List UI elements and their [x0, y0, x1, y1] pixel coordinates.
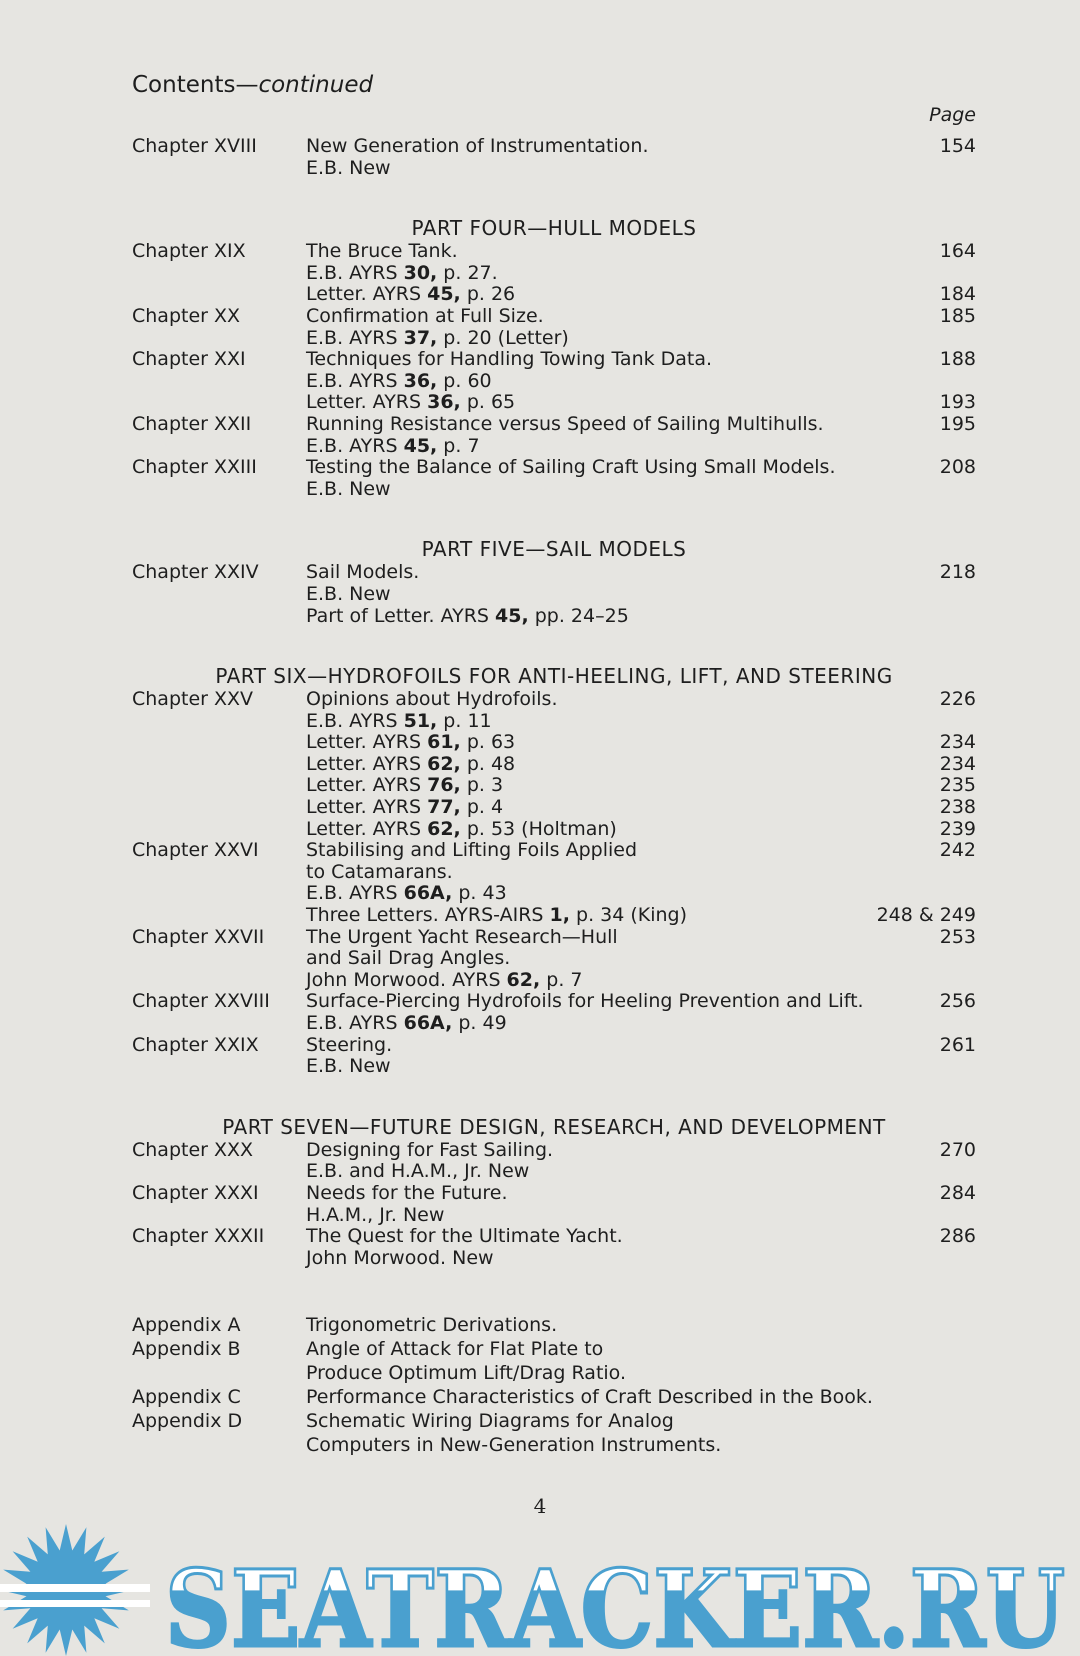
toc-entry-row	[132, 263, 976, 285]
entry-source: Letter. AYRS	[306, 283, 428, 306]
entry-page-number: 256	[939, 990, 976, 1013]
toc-entry-row	[132, 775, 976, 797]
entry-page-ref: p. 34 (King)	[569, 904, 688, 927]
entry-page-number: 261	[939, 1033, 976, 1056]
entry-page-ref: p. 20 (Letter)	[437, 326, 569, 349]
entry-page-number: 185	[939, 304, 976, 327]
entry-page-number: 188	[939, 348, 976, 371]
toc-entry-row	[132, 457, 976, 479]
entry-title: New Generation of Instrumentation.	[306, 135, 649, 157]
toc-entry-row	[132, 819, 976, 841]
entry-page-ref: p. 53 (Holtman)	[460, 817, 617, 840]
toc-entry-row	[132, 883, 976, 905]
entry-page-number: 286	[939, 1225, 976, 1248]
entry-page-ref: p. 43	[452, 882, 507, 905]
entry-title: John Morwood. New	[306, 1246, 494, 1269]
entry-title: to Catamarans.	[306, 860, 453, 883]
entry-title: Techniques for Handling Towing Tank Data.	[306, 348, 713, 371]
entry-issue-number: 36,	[403, 369, 438, 392]
entry-title	[306, 284, 515, 306]
entry-source: E.B. AYRS	[306, 1012, 404, 1034]
entry-title	[306, 436, 480, 458]
page-column-label: Page	[929, 104, 976, 126]
toc-entry-row	[132, 1183, 976, 1205]
entry-label: Chapter XXXI	[132, 1181, 259, 1204]
entry-page-number: 234	[939, 752, 976, 775]
entry-page-number: 284	[939, 1181, 976, 1204]
entry-title: Needs for the Future.	[306, 1181, 508, 1204]
entry-issue-number: 62,	[427, 817, 461, 840]
entry-page-number: 226	[939, 688, 976, 711]
entry-page-ref: p. 7	[437, 434, 480, 457]
entry-source: Part of Letter. AYRS	[306, 604, 496, 627]
entry-title	[306, 371, 492, 393]
entry-label: Appendix D	[132, 1410, 243, 1433]
entry-title: H.A.M., Jr. New	[306, 1203, 445, 1226]
entry-issue-number: 30,	[403, 261, 438, 284]
entry-title: Designing for Fast Sailing.	[306, 1138, 554, 1161]
entry-issue-number: 1,	[549, 904, 570, 927]
entry-issue-number: 62,	[506, 968, 541, 991]
entry-issue-number: 76,	[427, 774, 461, 797]
entry-page-ref: p. 4	[460, 796, 504, 819]
entry-issue-number: 62,	[427, 752, 461, 775]
entry-page-number: 208	[939, 456, 976, 479]
entry-issue-number: 45,	[403, 434, 438, 457]
toc-entry-row	[132, 241, 976, 263]
toc-entry-row	[132, 392, 976, 414]
entry-issue-number: 66A,	[403, 1012, 453, 1034]
entry-page-number: 235	[939, 774, 976, 797]
entry-page-number: 239	[939, 817, 976, 840]
entry-issue-number: 51,	[403, 709, 438, 732]
entry-title	[306, 1013, 507, 1035]
entry-source: Three Letters. AYRS-AIRS	[306, 904, 550, 927]
appendix-row	[132, 1313, 976, 1337]
toc-entry-row	[132, 927, 976, 949]
toc-entry-row	[132, 136, 976, 158]
entry-title: Running Resistance versus Speed of Sailing Multihulls.	[306, 412, 824, 435]
toc-entry-row	[132, 754, 976, 776]
entry-source: E.B. AYRS	[306, 434, 404, 457]
toc-entry-row	[132, 905, 976, 927]
toc-entry-row	[132, 371, 976, 393]
entry-source: Letter. AYRS	[306, 752, 428, 775]
entry-label: Chapter XXV	[132, 688, 254, 711]
entry-source: Letter. AYRS	[306, 774, 428, 797]
entry-title	[306, 328, 569, 350]
contents-heading	[132, 72, 373, 98]
entry-title: E.B. and H.A.M., Jr. New	[306, 1160, 530, 1183]
entry-label: Appendix B	[132, 1338, 241, 1361]
entry-source: Letter. AYRS	[306, 817, 428, 840]
entry-issue-number: 45,	[427, 283, 461, 306]
entry-title: E.B. New	[306, 477, 391, 500]
entry-page-number: 238	[939, 796, 976, 819]
entry-label: Chapter XXIV	[132, 561, 259, 584]
appendix-row	[132, 1337, 976, 1361]
toc-entry-row	[132, 584, 976, 606]
toc-entry-row	[132, 797, 976, 819]
entry-title: Confirmation at Full Size.	[306, 304, 544, 327]
entry-title: Opinions about Hydrofoils.	[306, 688, 558, 711]
entry-title	[306, 797, 503, 819]
toc-entry-row	[132, 1205, 976, 1227]
entry-page-ref: p. 3	[460, 774, 504, 797]
entry-title	[306, 263, 498, 285]
entry-source: E.B. AYRS	[306, 709, 404, 732]
entry-title: and Sail Drag Angles.	[306, 947, 511, 970]
toc-entry-row	[132, 306, 976, 328]
part-heading: PART FIVE—SAIL MODELS	[421, 537, 687, 562]
entry-label: Chapter XXVII	[132, 925, 265, 948]
toc-entry-row	[132, 1161, 976, 1183]
entry-source: John Morwood. AYRS	[306, 968, 507, 991]
entry-label: Chapter XXIX	[132, 1033, 259, 1056]
entry-title: Trigonometric Derivations.	[306, 1314, 558, 1337]
toc-entry-row	[132, 562, 976, 584]
toc-entry-row	[132, 991, 976, 1013]
entry-label: Chapter XVIII	[132, 135, 257, 157]
watermark-text: SEATRACKER.RU	[165, 1546, 1065, 1656]
toc-entry-row	[132, 732, 976, 754]
toc-entry-row	[132, 349, 976, 371]
entry-title	[306, 819, 617, 841]
toc-entry-row	[132, 862, 976, 884]
entry-title	[306, 392, 515, 414]
entry-page-ref: p. 11	[437, 709, 492, 732]
entry-label: Chapter XXVIII	[132, 990, 270, 1013]
toc-entry-row	[132, 479, 976, 501]
toc-entry-row	[132, 158, 976, 180]
entry-page-number: 218	[939, 561, 976, 584]
entry-label: Appendix C	[132, 1386, 241, 1409]
entry-label: Chapter XXI	[132, 348, 246, 371]
entry-page-number: 248 & 249	[876, 904, 976, 927]
toc-entry-row	[132, 970, 976, 992]
heading-main: Contents—	[132, 72, 259, 98]
entry-source: Letter. AYRS	[306, 731, 428, 754]
toc-entry-row	[132, 606, 976, 628]
toc-entry-row	[132, 328, 976, 350]
heading-continued: continued	[258, 72, 374, 98]
entry-page-ref: p. 60	[437, 369, 492, 392]
toc-entry-row	[132, 1013, 976, 1035]
toc-entry-row	[132, 1248, 976, 1270]
entry-page-number: 154	[939, 135, 976, 157]
entry-title	[306, 754, 515, 776]
entry-page-ref: p. 63	[460, 731, 516, 754]
entry-title: Sail Models.	[306, 561, 420, 584]
entry-title: The Quest for the Ultimate Yacht.	[306, 1225, 623, 1248]
entry-page-number: 195	[939, 412, 976, 435]
entry-title: The Urgent Yacht Research—Hull	[306, 925, 618, 948]
table-of-contents	[132, 136, 976, 1457]
toc-entry-row	[132, 711, 976, 733]
appendix-row	[132, 1409, 976, 1433]
entry-page-ref: pp. 24–25	[528, 604, 629, 627]
entry-page-ref: p. 48	[460, 752, 516, 775]
entry-issue-number: 36,	[427, 391, 461, 414]
entry-issue-number: 77,	[427, 796, 461, 819]
entry-title	[306, 711, 492, 733]
entry-title: Surface-Piercing Hydrofoils for Heeling Prevention and Lift.	[306, 990, 864, 1013]
toc-entry-row	[132, 1035, 976, 1057]
entry-title: E.B. New	[306, 1055, 391, 1078]
entry-title	[306, 606, 629, 628]
watermark-logo	[0, 1520, 1080, 1656]
entry-issue-number: 66A,	[403, 882, 453, 905]
entry-title	[306, 732, 515, 754]
entry-title: The Bruce Tank.	[306, 240, 458, 263]
entry-page-number: 253	[939, 925, 976, 948]
part-heading: PART SEVEN—FUTURE DESIGN, RESEARCH, AND DEVELOPMENT	[222, 1114, 886, 1139]
toc-entry-row	[132, 436, 976, 458]
entry-label: Chapter XXX	[132, 1138, 254, 1161]
entry-issue-number: 61,	[427, 731, 461, 754]
sun-icon	[0, 1524, 150, 1656]
entry-label: Chapter XXVI	[132, 839, 259, 862]
entry-title: Angle of Attack for Flat Plate to	[306, 1338, 604, 1361]
entry-page-number: 270	[939, 1138, 976, 1161]
entry-issue-number: 45,	[495, 604, 529, 627]
toc-entry-row	[132, 948, 976, 970]
entry-title: Schematic Wiring Diagrams for Analog	[306, 1410, 674, 1433]
entry-page-number: 242	[939, 839, 976, 862]
toc-entry-row	[132, 284, 976, 306]
entry-page-ref: p. 49	[452, 1012, 507, 1034]
entry-title: E.B. New	[306, 156, 391, 179]
entry-issue-number: 37,	[403, 326, 438, 349]
entry-page-number: 193	[939, 391, 976, 414]
toc-entry-row	[132, 1140, 976, 1162]
entry-label: Chapter XIX	[132, 240, 246, 263]
entry-page-number: 164	[939, 240, 976, 263]
entry-title: Steering.	[306, 1033, 393, 1056]
entry-title: E.B. New	[306, 582, 391, 605]
appendix-row	[132, 1433, 976, 1457]
entry-source: E.B. AYRS	[306, 369, 404, 392]
toc-entry-row	[132, 414, 976, 436]
entry-source: Letter. AYRS	[306, 391, 428, 414]
toc-entry-row	[132, 840, 976, 862]
entry-label: Chapter XXIII	[132, 456, 257, 479]
entry-title: Testing the Balance of Sailing Craft Using Small Models.	[306, 456, 836, 479]
page-number: 4	[533, 1494, 547, 1518]
entry-title: Stabilising and Lifting Foils Applied	[306, 839, 638, 862]
entry-page-ref: p. 65	[460, 391, 516, 414]
appendix-list	[132, 1313, 976, 1457]
entry-title: Performance Characteristics of Craft Described in the Book.	[306, 1386, 873, 1409]
entry-label: Chapter XX	[132, 304, 241, 327]
entry-title: Produce Optimum Lift/Drag Ratio.	[306, 1362, 627, 1385]
part-heading: PART FOUR—HULL MODELS	[411, 216, 697, 241]
entry-source: E.B. AYRS	[306, 261, 404, 284]
entry-page-ref: p. 27.	[437, 261, 498, 284]
entry-page-number: 234	[939, 731, 976, 754]
entry-title	[306, 883, 507, 905]
entry-page-number: 184	[939, 283, 976, 306]
toc-entry-row	[132, 1056, 976, 1078]
toc-entry-row	[132, 1226, 976, 1248]
entry-title	[306, 775, 503, 797]
entry-title	[306, 970, 583, 992]
appendix-row	[132, 1361, 976, 1385]
entry-label: Chapter XXXII	[132, 1225, 265, 1248]
entry-page-ref: p. 26	[460, 283, 516, 306]
entry-source: Letter. AYRS	[306, 796, 428, 819]
toc-entry-row	[132, 689, 976, 711]
entry-page-ref: p. 7	[540, 968, 583, 991]
entry-source: E.B. AYRS	[306, 882, 404, 905]
appendix-row	[132, 1385, 976, 1409]
entry-title	[306, 905, 687, 927]
entry-source: E.B. AYRS	[306, 326, 404, 349]
entry-label: Appendix A	[132, 1314, 241, 1337]
entry-label: Chapter XXII	[132, 412, 252, 435]
entry-title: Computers in New-Generation Instruments.	[306, 1434, 722, 1457]
part-heading: PART SIX—HYDROFOILS FOR ANTI-HEELING, LIFT, AND STEERING	[215, 664, 893, 689]
